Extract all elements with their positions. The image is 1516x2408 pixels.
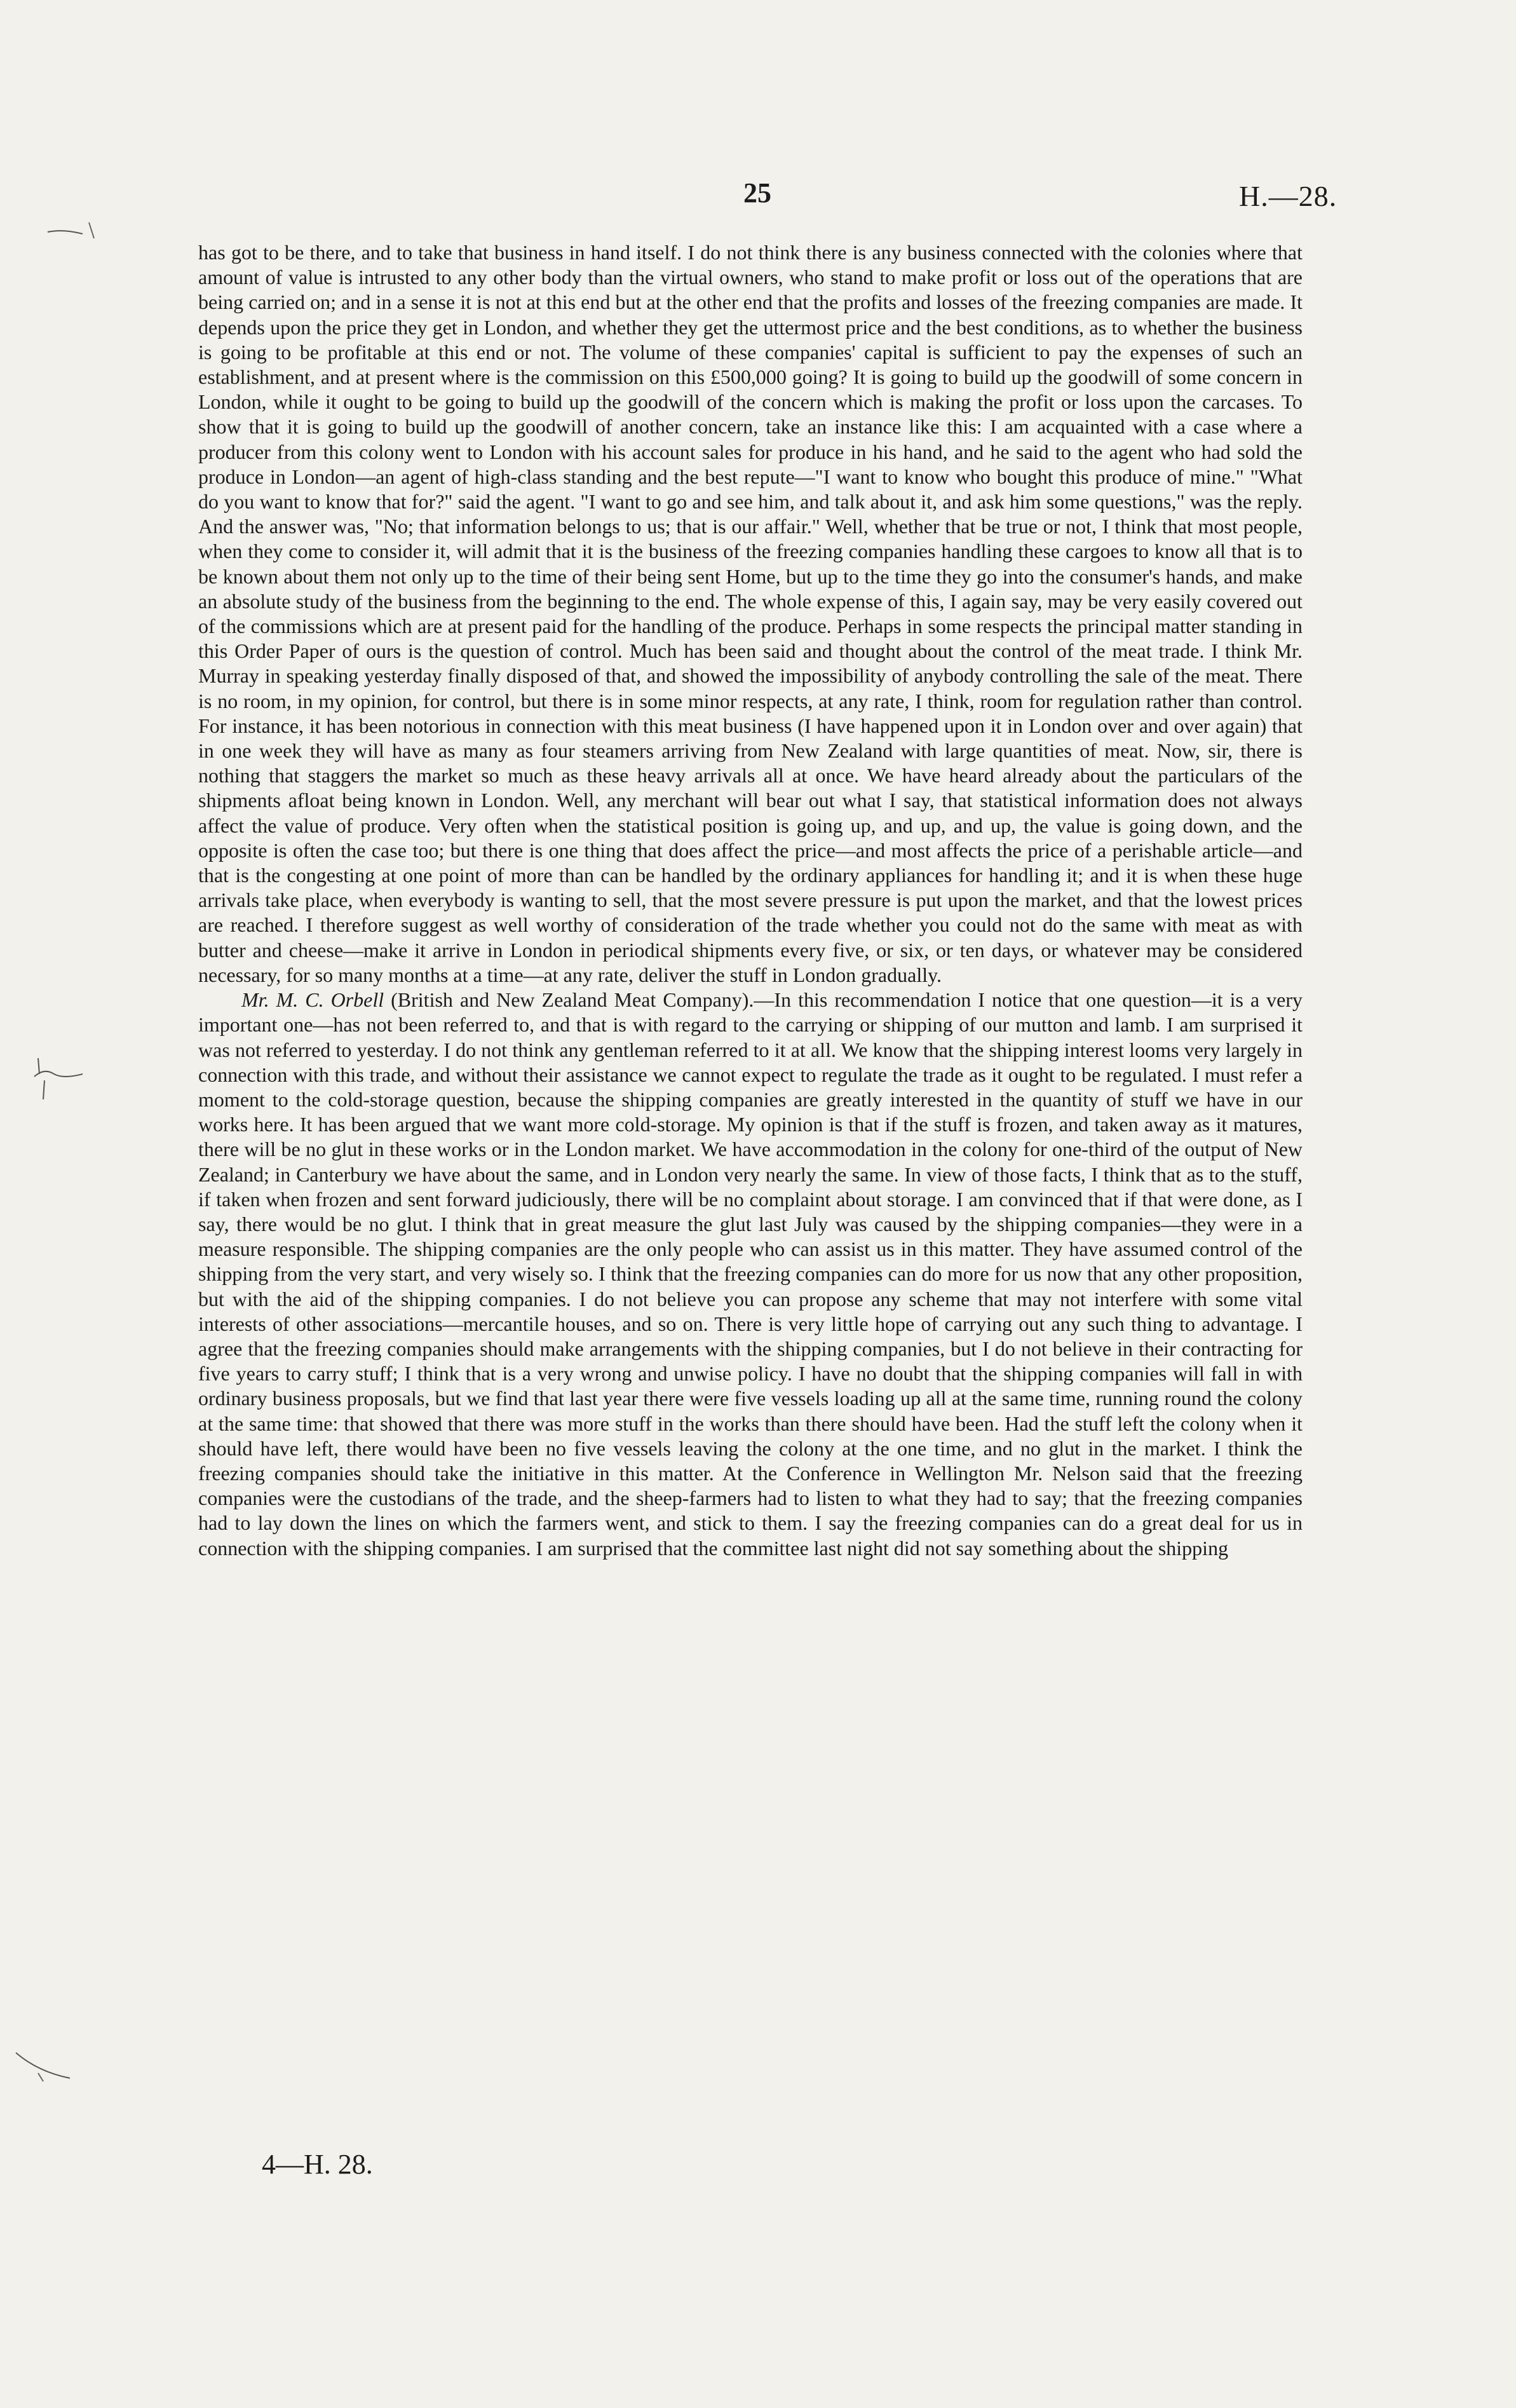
paragraph-speaker <box>198 988 1303 1561</box>
margin-mark-top <box>44 210 102 248</box>
paper-reference: H.—28. <box>1239 180 1337 212</box>
paragraph-continuation: has got to be there, and to take that business in hand itself. I do not think there is any business connected with the colonies where that amount of value is intrusted to any other body than the virtual owners, who stand to make profit or loss out of the operations that are being carried on; and in a sense it is not at this end but at the other end that the profits and losses of the freezing companies are made. It depends upon the price they get in London, and whether they get the uttermost price and the best conditions, as to whether the business is going to be profitable at this end or not. The volume of these companies' capital is sufficient to pay the expenses of such an establishment, and at present where is the commission on this £500,000 going? It is going to build up the goodwill of some concern in London, while it ought to be going to build up the goodwill of the concern which is making the profit or loss upon the carcases. To show that it is going to build up the goodwill of another concern, take an instance like this: I am acquainted with a case where a producer from this colony went to London with his account sales for produce in his hand, and he said to the agent who had sold the produce in London—an agent of high-class standing and the best repute—"I want to know who bought this produce of mine." "What do you want to know that for?" said the agent. "I want to go and see him, and talk about it, and ask him some questions," was the reply. And the answer was, "No; that information belongs to us; that is our affair." Well, whether that be true or not, I think that most people, when they come to consider it, will admit that it is the business of the freezing companies handling these cargoes to know all that is to be known about them not only up to the time of their being sent Home, but up to the time they go into the consumer's hands, and make an absolute study of the business from the beginning to the end. The whole expense of this, I again say, may be very easily covered out of the commissions which are at present paid for the handling of the produce. Perhaps in some respects the principal matter standing in this Order Paper of ours is the question of control. Much has been said and thought about the control of the meat trade. I think Mr. Murray in speaking yesterday finally disposed of that, and showed the impossibility of anybody controlling the sale of the meat. There is no room, in my opinion, for control, but there is in some minor respects, at any rate, I think, room for regulation rather than control. For instance, it has been notorious in connection with this meat business (I have happened upon it in London over and over again) that in one week they will have as many as four steamers arriving from New Zealand with large quantities of meat. Now, sir, there is nothing that staggers the market so much as these heavy arrivals all at once. We have heard already about the particulars of the shipments afloat being known in London. Well, any merchant will bear out what I say, that statistical information does not always affect the value of produce. Very often when the statistical position is going up, and up, and up, the value is going down, and the opposite is often the case too; but there is one thing that does affect the price—and most affects the price of a perishable article—and that is the congesting at one point of more than can be handled by the ordinary appliances for handling it; and it is when these huge arrivals take place, when everybody is wanting to sell, that the most severe pressure is put upon the market, and that the lowest prices are reached. I therefore suggest as well worthy of consideration of the trade whether you could not do the same with meat as with butter and cheese—make it arrive in London in periodical shipments every five, or six, or ten days, or whatever may be considered necessary, for so many months at a time—at any rate, deliver the stuff in London gradually. <box>198 241 1303 986</box>
speaker-name: Mr. M. C. Orbell <box>241 988 384 1012</box>
margin-mark-middle <box>25 1055 95 1106</box>
document-body <box>198 240 1303 1561</box>
margin-mark-bottom <box>13 2046 83 2091</box>
paragraph-speech: (British and New Zealand Meat Company).—In this recommendation I notice that one question—it is a very important one—has not been referred to, and that is with regard to the carrying or shipping of our mutton and lamb. I am surprised it was not referred to yesterday. I do not think any gentleman referred to it at all. We know that the shipping interest looms very largely in connection with this trade, and without their assistance we cannot expect to regulate the trade as it ought to be regulated. I must refer a moment to the cold-storage question, because the shipping companies are greatly interested in the quantity of stuff we have in our works here. It has been argued that we want more cold-storage. My opinion is that if the stuff is frozen, and taken away as it matures, there will be no glut in these works or in the London market. We have accommodation in the colony for one-third of the output of New Zealand; in Canterbury we have about the same, and in London very nearly the same. In view of those facts, I think that as to the stuff, if taken when frozen and sent forward judiciously, there will be no complaint about storage. I am convinced that if that were done, as I say, there would be no glut. I think that in great measure the glut last July was caused by the shipping companies—they were in a measure responsible. The shipping companies are the only people who can assist us in this matter. They have assumed control of the shipping from the very start, and very wisely so. I think that the freezing companies can do more for us now that any other proposition, but with the aid of the shipping companies. I do not believe you can propose any scheme that may not interfere with some vital interests of other associations—mercantile houses, and so on. There is very little hope of carrying out any such thing to advantage. I agree that the freezing companies should make arrangements with the shipping companies, but I do not believe in their contracting for five years to carry stuff; I think that is a very wrong and unwise policy. I have no doubt that the shipping companies will fall in with ordinary business proposals, but we find that last year there were five vessels loading up all at the same time, running round the colony at the same time: that showed that there was more stuff in the works than there should have been. Had the stuff left the colony when it should have left, there would have been no five vessels leaving the colony at the one time, and no glut in the market. I think the freezing companies should take the initiative in this matter. At the Conference in Wellington Mr. Nelson said that the freezing companies were the custodians of the trade, and the sheep-farmers had to listen to what they had to say; that the freezing companies had to lay down the lines on which the farmers went, and stick to them. I say the freezing companies can do a great deal for us in connection with the shipping companies. I am surprised that the committee last night did not say something about the shipping <box>198 988 1303 1560</box>
page-number: 25 <box>743 177 771 208</box>
signature-mark: 4—H. 28. <box>262 2149 373 2180</box>
